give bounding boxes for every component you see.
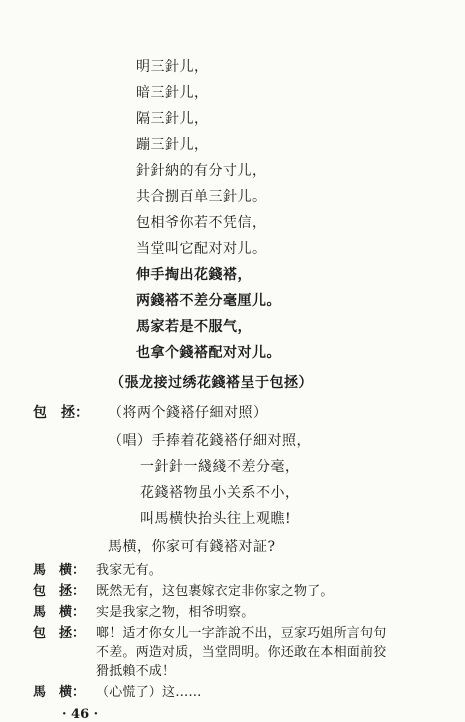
sung-line: 叫馬横快抬头往上观瞧! (140, 511, 292, 527)
verse-line: 当堂叫它配对对儿。 (136, 241, 267, 257)
dialogue-line: 我家无有。 (96, 563, 163, 578)
verse-line: 共合捌百单三針儿。 (136, 189, 267, 205)
verse-line: 两錢褡不差分毫厘儿。 (136, 293, 281, 309)
verse-line: 蹦三針儿， (136, 137, 209, 153)
verse-line: 針針納的有分寸儿， (136, 163, 267, 179)
verse-line: 包相爷你若不凭信， (136, 215, 267, 231)
verse-line: 暗三針儿， (136, 85, 209, 101)
sung-line: （唱）手捧着花錢褡仔細对照， (108, 433, 311, 449)
speaker-label: 馬 横： (33, 605, 86, 620)
page-number: · 46 · (62, 707, 99, 722)
speaker-label: 馬 横： (33, 563, 86, 578)
speaker-label: 馬 横： (33, 685, 86, 700)
verse-line: 隔三針儿， (136, 111, 209, 127)
speaker-label: 包 拯： (33, 584, 86, 599)
dialogue-line: （心慌了）这…… (96, 685, 202, 700)
verse-line: 馬家若是不服气， (136, 319, 252, 335)
dialogue-line: 实是我家之物，相爷明察。 (96, 605, 255, 620)
stage-direction: （張龙接过绣花錢褡呈于包拯） (110, 375, 313, 391)
speaker-label: 包 拯： (33, 626, 86, 641)
verse-line: 明三針儿， (136, 59, 209, 75)
speaker-label: 包 拯： (33, 405, 89, 421)
verse-line: 伸手掏出花錢褡， (136, 267, 252, 283)
spoken-line: 馬横，你家可有錢褡对証? (108, 539, 276, 555)
stage-direction: （将两个錢褡仔細对照） (108, 405, 268, 421)
sung-line: 一針針一綫綫不差分毫， (140, 459, 300, 475)
dialogue-line: 不差。两造对质，当堂問明。你还敢在本相面前狡 (96, 645, 387, 660)
dialogue-line: 啷！适才你女儿一字詐說不出，豆家巧姐所言句句 (96, 626, 387, 641)
dialogue-line: 猾抵賴不成！ (96, 664, 176, 679)
sung-line: 花錢褡物虽小关系不小， (140, 485, 300, 501)
dialogue-line: 既然无有，这包裹嫁衣定非你家之物了。 (96, 584, 334, 599)
verse-line: 也拿个錢褡配对对儿。 (136, 345, 281, 361)
